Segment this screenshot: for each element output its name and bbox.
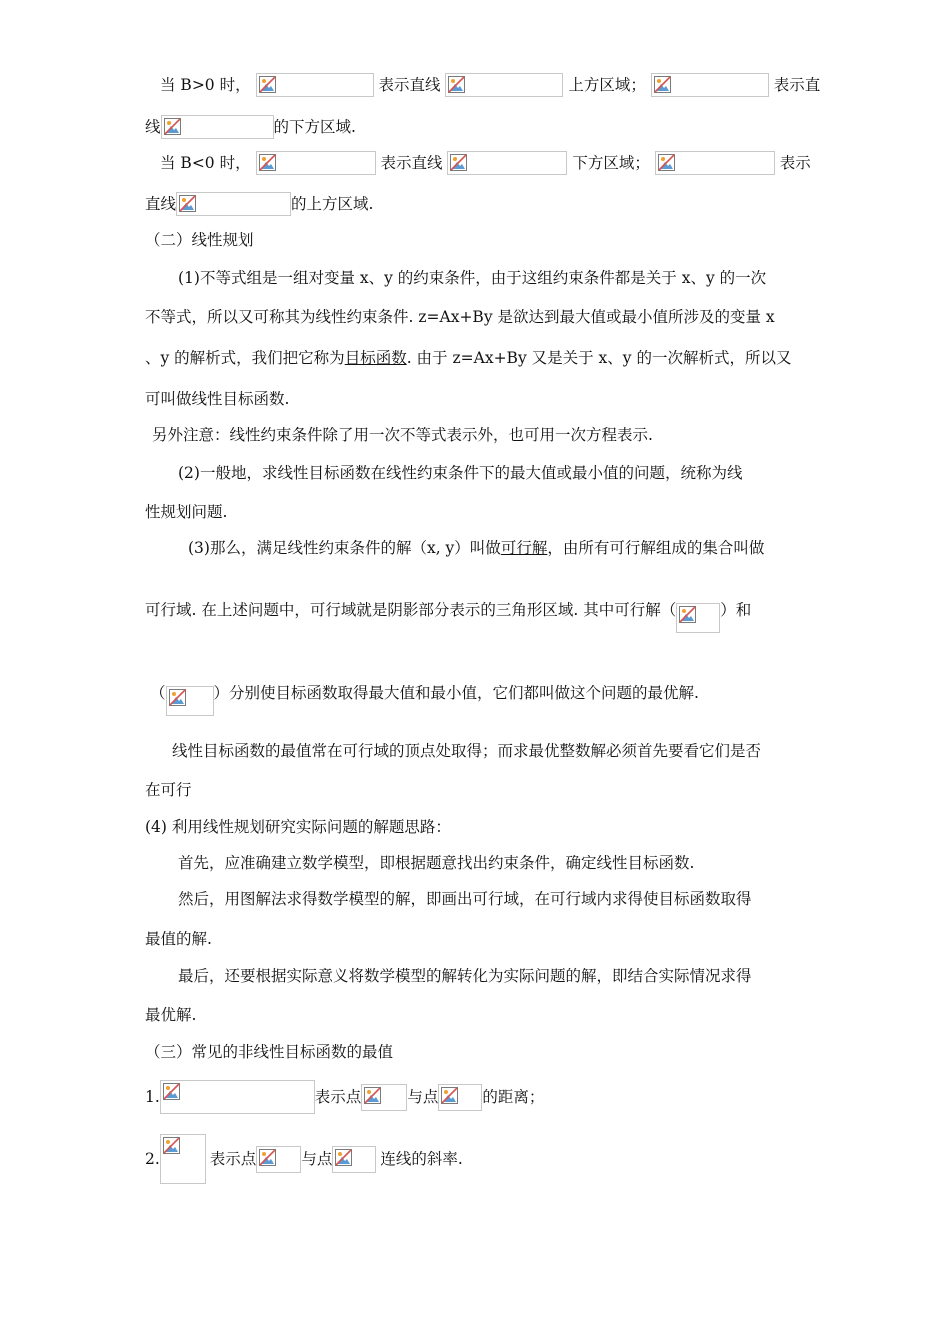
broken-image-icon bbox=[679, 606, 696, 623]
text: 直线 bbox=[145, 195, 177, 213]
broken-image-placeholder bbox=[256, 1146, 301, 1173]
paragraph-line: 性规划问题. bbox=[145, 503, 228, 521]
broken-image-placeholder bbox=[160, 1134, 206, 1184]
broken-image-icon bbox=[654, 76, 671, 93]
paragraph-line: 在可行 bbox=[145, 781, 192, 799]
broken-image-icon bbox=[658, 154, 675, 171]
text: 表示直 bbox=[773, 76, 821, 94]
paragraph-line: 另外注意：线性约束条件除了用一次不等式表示外，也可用一次方程表示. bbox=[152, 426, 653, 444]
text: 的上方区域. bbox=[291, 195, 374, 213]
paragraph-line: (3)那么，满足线性约束条件的解（x, y）叫做可行解，由所有可行解组成的集合叫做 bbox=[188, 539, 765, 557]
broken-image-icon bbox=[259, 76, 276, 93]
text: 当 B<0 时， bbox=[160, 154, 251, 172]
line-4 bbox=[145, 192, 373, 212]
broken-image-placeholder bbox=[256, 73, 374, 97]
broken-image-icon bbox=[259, 154, 276, 171]
text: 表示直线 bbox=[378, 76, 441, 94]
section-heading: （三）常见的非线性目标函数的最值 bbox=[145, 1043, 394, 1061]
broken-image-placeholder bbox=[176, 192, 291, 216]
section-heading: （二）线性规划 bbox=[145, 231, 254, 249]
broken-image-placeholder bbox=[332, 1146, 376, 1173]
text: 当 B>0 时， bbox=[160, 76, 251, 94]
paragraph-line: 然后，用图解法求得数学模型的解，即画出可行域，在可行域内求得使目标函数取得 bbox=[178, 890, 752, 908]
broken-image-icon bbox=[335, 1149, 352, 1166]
paragraph-line: 线性目标函数的最值常在可行域的顶点处取得；而求最优整数解必须首先要看它们是否 bbox=[172, 742, 762, 760]
paragraph-line: 最后，还要根据实际意义将数学模型的解转化为实际问题的解，即结合实际情况求得 bbox=[178, 967, 752, 985]
list-item-2: 2. 表示点 与点 连线的斜率. bbox=[145, 1134, 463, 1186]
paragraph-line: （ ）分别使目标函数取得最大值和最小值，它们都叫做这个问题的最优解. bbox=[150, 678, 699, 712]
broken-image-icon bbox=[163, 1137, 180, 1154]
paragraph-line: (2)一般地，求线性目标函数在线性约束条件下的最大值或最小值的问题，统称为线 bbox=[178, 464, 743, 482]
paragraph-line: 可叫做线性目标函数. bbox=[145, 390, 290, 408]
list-item-1: 1. 表示点 与点 的距离； bbox=[145, 1080, 544, 1116]
line-1 bbox=[160, 73, 820, 93]
broken-image-icon bbox=[169, 689, 186, 706]
broken-image-placeholder bbox=[676, 603, 720, 633]
broken-image-placeholder bbox=[166, 686, 214, 716]
text: 下方区域； bbox=[572, 154, 650, 172]
paragraph-line: 最值的解. bbox=[145, 930, 212, 948]
text: 的下方区域. bbox=[273, 118, 356, 136]
broken-image-icon bbox=[179, 195, 196, 212]
paragraph-line: 不等式，所以又可称其为线性约束条件. z=Ax+By 是欲达到最大值或最小值所涉及的变量 x bbox=[145, 308, 775, 326]
text: 线 bbox=[145, 118, 161, 136]
broken-image-placeholder bbox=[447, 151, 567, 175]
broken-image-placeholder bbox=[256, 151, 376, 175]
text: 上方区域； bbox=[568, 76, 646, 94]
broken-image-icon bbox=[448, 76, 465, 93]
paragraph-line: 最优解. bbox=[145, 1006, 197, 1024]
paragraph-line: 、y 的解析式，我们把它称为目标函数. 由于 z=Ax+By 又是关于 x、y 的一次解析式，所以又 bbox=[145, 349, 792, 367]
broken-image-placeholder bbox=[160, 1080, 315, 1114]
text: 表示 bbox=[779, 154, 811, 172]
paragraph-line: 可行域. 在上述问题中，可行域就是阴影部分表示的三角形区域. 其中可行解（ ）和 bbox=[145, 595, 751, 629]
line-3 bbox=[160, 151, 811, 171]
broken-image-icon bbox=[450, 154, 467, 171]
broken-image-placeholder bbox=[445, 73, 563, 97]
paragraph-line: (4) 利用线性规划研究实际问题的解题思路： bbox=[145, 818, 451, 836]
paragraph-line: (1)不等式组是一组对变量 x、y 的约束条件，由于这组约束条件都是关于 x、y 的一次 bbox=[178, 269, 767, 287]
broken-image-placeholder bbox=[161, 115, 274, 139]
broken-image-placeholder bbox=[361, 1084, 407, 1111]
broken-image-placeholder bbox=[651, 73, 769, 97]
term-objective-function: 目标函数 bbox=[344, 349, 407, 367]
text: 表示直线 bbox=[380, 154, 443, 172]
broken-image-icon bbox=[163, 1083, 180, 1100]
broken-image-icon bbox=[364, 1087, 381, 1104]
broken-image-placeholder bbox=[655, 151, 775, 175]
broken-image-placeholder bbox=[438, 1084, 482, 1111]
broken-image-icon bbox=[441, 1087, 458, 1104]
broken-image-icon bbox=[164, 118, 181, 135]
term-feasible-solution: 可行解 bbox=[500, 539, 548, 557]
line-2 bbox=[145, 115, 356, 135]
paragraph-line: 首先，应准确建立数学模型，即根据题意找出约束条件，确定线性目标函数. bbox=[178, 854, 695, 872]
broken-image-icon bbox=[259, 1149, 276, 1166]
